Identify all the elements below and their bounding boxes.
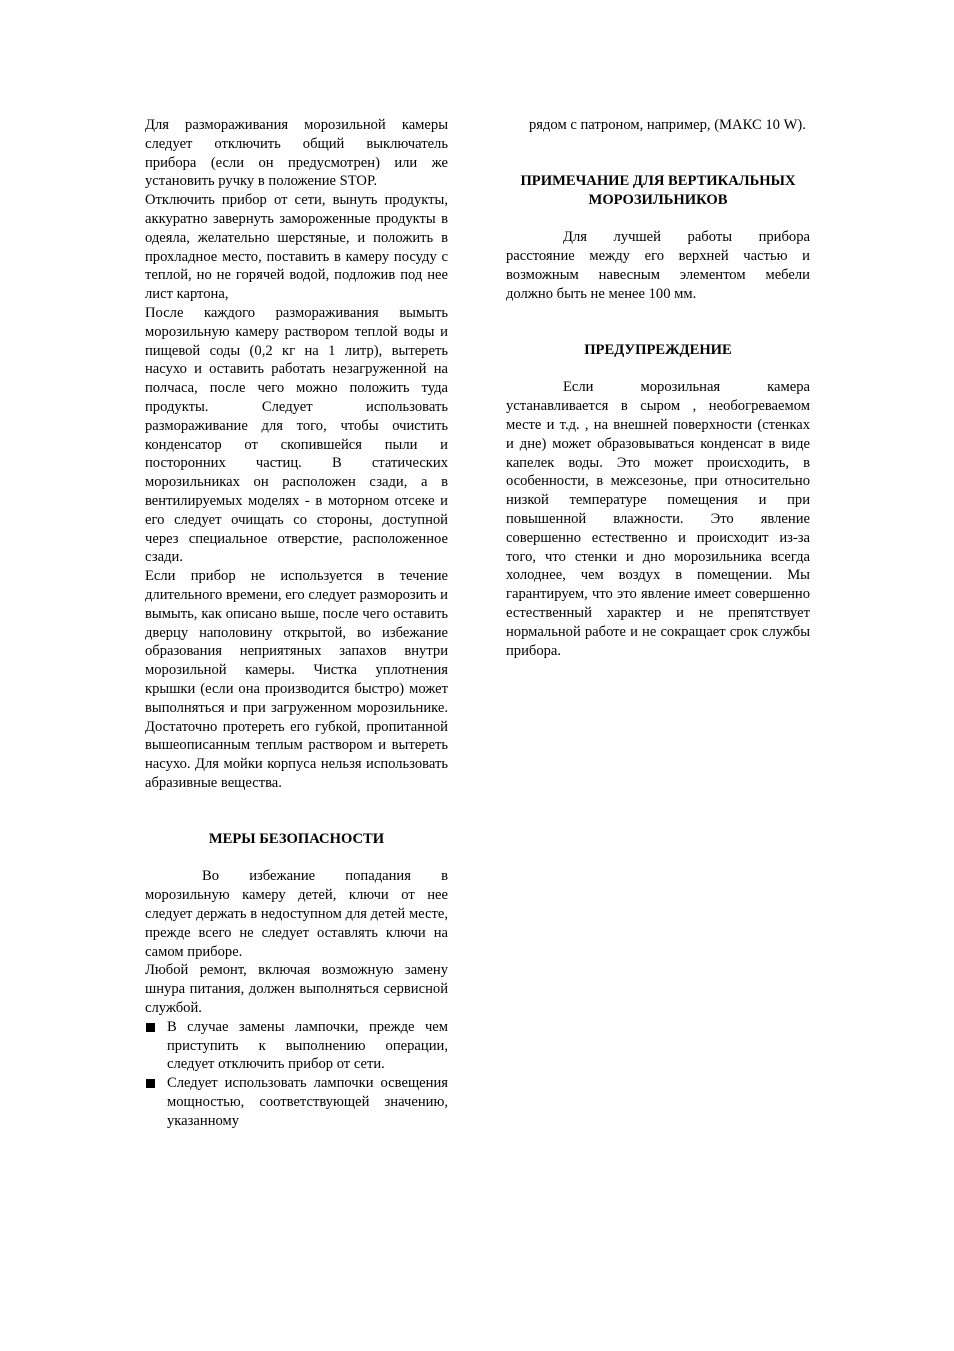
safety-bullet-list <box>145 1018 448 1131</box>
vertical-note-text: Для лучшей работы прибора расстояние между его верхней частью и возможным навесным элементом мебели должно быть не менее 100 мм. <box>506 229 810 302</box>
long-storage-paragraph: Если прибор не используется в течение длительного времени, его следует разморозить и вымыть, как описано выше, после чего оставить дверцу наполовину открытой, во избежание образования неприятяных запахов внутри морозильной камеры. Чистка уплотнения крышки (если она производится быстро) может выполняться и при загруженном морозильнике. Достаточно протереть его губкой, пропитанной вышеописанным теплым раствором и вытереть насухо. Для мойки корпуса нельзя использовать абразивные вещества. <box>145 568 448 791</box>
spacer <box>145 848 448 867</box>
warning-text: Если морозильная камера устанавливается в сыром , необогреваемом месте и т.д. , на внешней поверхности (стенках и дне) может образовываться конденсат в виде капелек воды. Это может происходить, в особенности, в межсезонье, при относительно низкой температуре помещения и при повышенной влажности. Это явление совершенно естественно и происходит из-за того, что стенки и дно морозильника всегда холоднее, чем воздух в помещении. Мы гарантируем, что это явление имеет совершенно естественный характер и не препятствует нормальной работе и не сокращает срок службы прибора. <box>506 379 810 659</box>
safety-intro-paragraph: Во избежание попадания в морозильную камеру детей, ключи от нее следует держать в недоступном для детей месте, прежде всего не следует оставлять ключи на самом приборе. <box>145 868 448 960</box>
vertical-note-heading-line2: МОРОЗИЛЬНИКОВ <box>588 191 728 208</box>
list-item <box>145 1018 448 1074</box>
list-item <box>145 1074 448 1130</box>
spacer <box>506 209 810 228</box>
left-column <box>145 116 448 1131</box>
vertical-note-heading <box>506 172 810 210</box>
defrost-intro-paragraph: Для размораживания морозильной камеры следует отключить общий выключатель прибора (если он предусмотрен) или же установить ручку в положение STOP. <box>145 117 448 190</box>
right-column <box>506 116 810 660</box>
bullet-text: Следует использовать лампочки освещения мощностью, соответствующей значению, указанному <box>167 1075 448 1129</box>
square-bullet-icon <box>146 1023 155 1032</box>
bullet-text: В случае замены лампочки, прежде чем приступить к выполнению операции, следует отключить прибор от сети. <box>167 1018 448 1073</box>
square-bullet-icon <box>146 1079 155 1088</box>
warning-heading: ПРЕДУПРЕЖДЕНИЕ <box>584 341 732 358</box>
spacer <box>145 793 448 830</box>
spacer <box>506 359 810 378</box>
cleaning-paragraph: После каждого размораживания вымыть морозильную камеру раствором теплой воды и пищевой соды (0,2 кг на 1 литр), вытереть насухо и оставить работать незагруженной на полчаса, после чего можно положить туда продукты. Следует использовать размораживание для того, чтобы очистить конденсатор от скопившейся пыли и посторонних частиц. В статических морозильниках он расположен сзади, а в вентилируемых моделях - в моторном отсеке и его следует очищать со стороны, доступной через специальное отверстие, расположенное сзади. <box>145 304 448 566</box>
safety-repair-paragraph: Любой ремонт, включая возможную замену шнура питания, должен выполняться сервисной службой. <box>145 962 448 1017</box>
safety-heading: МЕРЫ БЕЗОПАСНОСТИ <box>208 830 385 847</box>
vertical-note-heading-line1: ПРИМЕЧАНИЕ ДЛЯ ВЕРТИКАЛЬНЫХ <box>520 172 796 189</box>
bulb-continuation-text: рядом с патроном, например, (МАКС 10 W). <box>529 117 806 133</box>
defrost-steps-paragraph: Отключить прибор от сети, вынуть продукты, аккуратно завернуть замороженные продукты в одеяла, желательно шерстяные, и положить в прохладное место, поставить в камеру посуду с теплой, но не горячей водой, подложив под нее лист картона, <box>145 192 448 303</box>
spacer <box>506 135 810 172</box>
spacer <box>506 304 810 341</box>
